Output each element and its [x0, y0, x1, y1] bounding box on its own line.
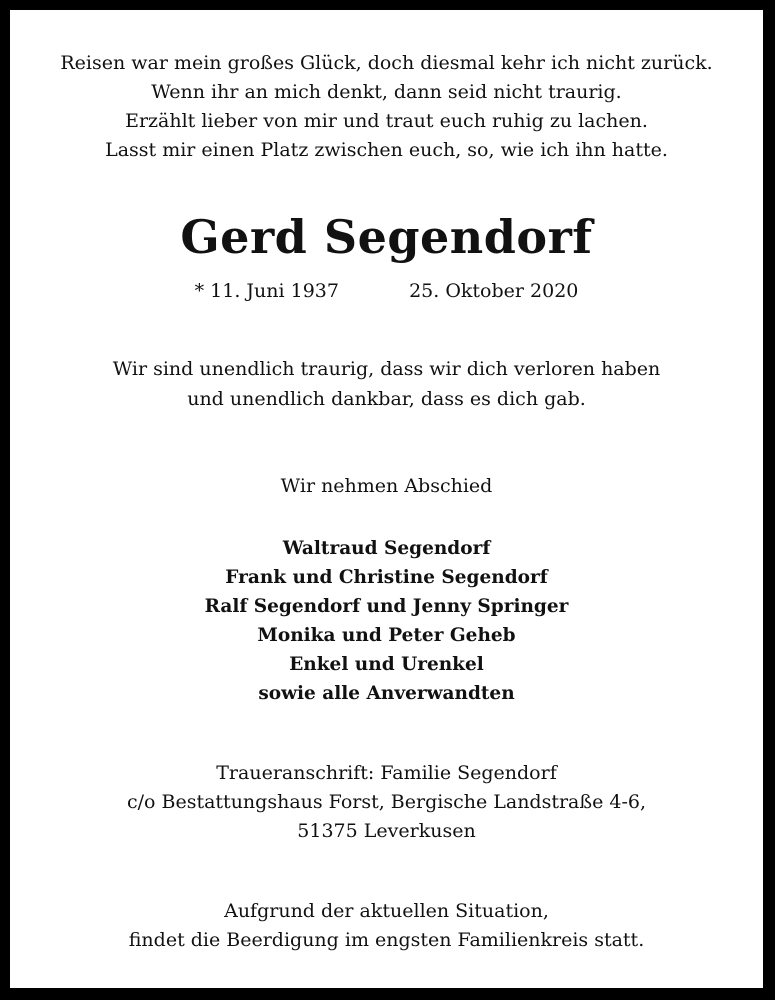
verse-line-1: Reisen war mein großes Glück, doch diesmal kehr ich nicht zurück. [60, 52, 713, 74]
verse-line-4: Lasst mir einen Platz zwischen euch, so, wie ich ihn hatte. [105, 139, 668, 161]
verse-line-2: Wenn ihr an mich denkt, dann seid nicht traurig. [151, 81, 622, 103]
mourner-5: Enkel und Urenkel [289, 654, 484, 675]
obituary-card [10, 10, 763, 988]
deceased-name: Gerd Segendorf [180, 210, 593, 264]
mourner-3: Ralf Segendorf und Jenny Springer [204, 596, 569, 617]
address-line-1: Traueranschrift: Familie Segendorf [216, 762, 557, 784]
life-dates [10, 280, 763, 302]
message-line-2: und unendlich dankbar, dass es dich gab. [187, 388, 586, 410]
mourner-4: Monika und Peter Geheb [257, 625, 516, 646]
notice-line-2: findet die Beerdigung im engsten Familienkreis statt. [128, 929, 645, 951]
mourner-1: Waltraud Segendorf [282, 538, 491, 559]
notice-line-1: Aufgrund der aktuellen Situation, [224, 900, 549, 922]
address-line-2: c/o Bestattungshaus Forst, Bergische Landstraße 4-6, [126, 791, 646, 813]
message-line-1: Wir sind unendlich traurig, dass wir dich verloren haben [112, 358, 661, 380]
verse-line-3: Erzählt lieber von mir und traut euch ruhig zu lachen. [125, 110, 648, 132]
farewell-intro: Wir nehmen Abschied [280, 475, 493, 497]
address-line-3: 51375 Leverkusen [297, 820, 476, 842]
mourner-6: sowie alle Anverwandten [258, 683, 515, 704]
birth-date: * 11. Juni 1937 [194, 280, 339, 302]
death-date: 25. Oktober 2020 [409, 280, 579, 302]
mourner-2: Frank und Christine Segendorf [225, 567, 548, 588]
